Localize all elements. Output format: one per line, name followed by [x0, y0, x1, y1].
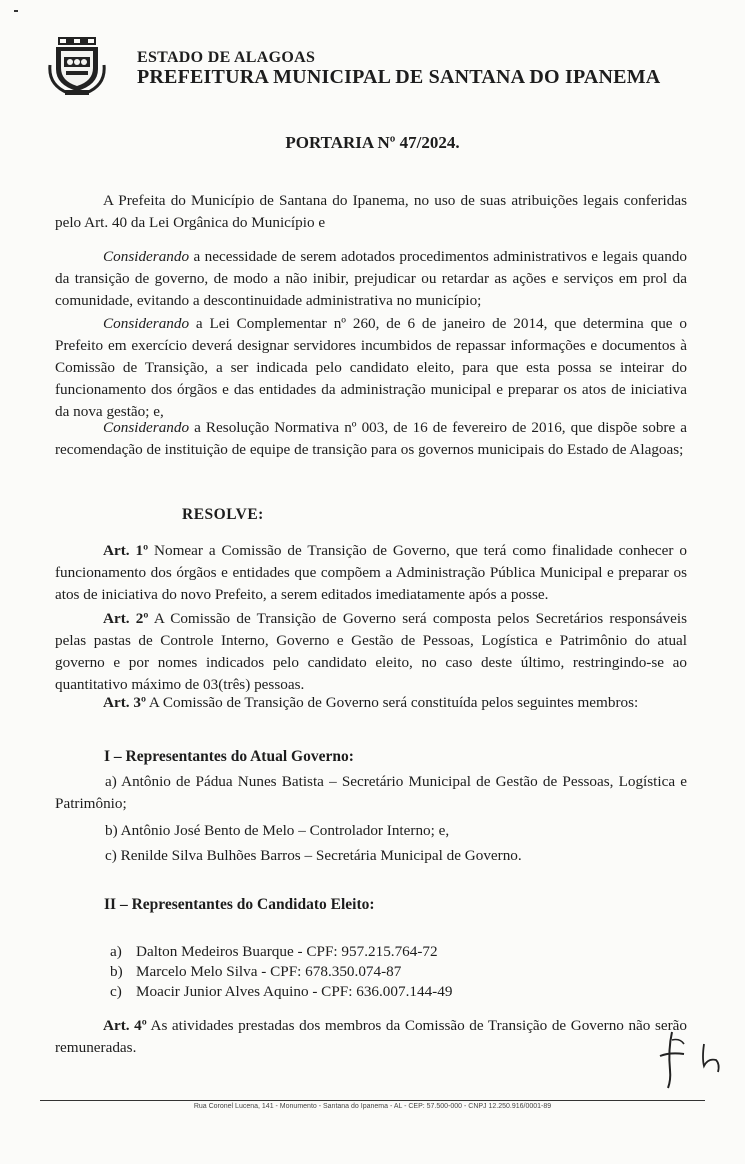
section-elected-candidate: II – Representantes do Candidato Eleito: — [104, 896, 375, 913]
handwritten-initials — [650, 1030, 730, 1090]
section-current-government: I – Representantes do Atual Governo: — [104, 748, 354, 765]
document-title: PORTARIA Nº 47/2024. — [285, 133, 460, 152]
article-3-label: Art. 3º — [103, 694, 146, 711]
intro-paragraph — [55, 190, 687, 234]
article-2-label: Art. 2º — [103, 610, 149, 627]
elect-member-c — [110, 983, 452, 1001]
article-4 — [55, 1015, 687, 1059]
gov-member-b: b) Antônio José Bento de Melo – Controlador Interno; e, — [105, 822, 450, 839]
considerando-3 — [55, 417, 687, 461]
resolve-heading: RESOLVE: — [182, 506, 264, 523]
gov-member-a: a) Antônio de Pádua Nunes Batista – Secretário Municipal de Gestão de Pessoas, Logística e Patrimônio; — [55, 773, 687, 812]
state-name: ESTADO DE ALAGOAS — [137, 49, 316, 66]
article-3 — [55, 692, 687, 714]
member-text: Marcelo Melo Silva - CPF: 678.350.074-87 — [136, 963, 402, 980]
considerando-keyword: Considerando — [103, 419, 190, 436]
article-1 — [55, 540, 687, 606]
article-3-text: A Comissão de Transição de Governo será constituída pelos seguintes membros: — [145, 694, 639, 711]
footer-address: Rua Coronel Lucena, 141 - Monumento - Santana do Ipanema - AL - CEP: 57.500-000 - CNPJ 12.250.916/0001-89 — [193, 1103, 552, 1110]
article-2 — [55, 608, 687, 696]
elect-member-a — [110, 943, 438, 961]
member-text: Dalton Medeiros Buarque - CPF: 957.215.764-72 — [136, 943, 438, 960]
considerando-1 — [55, 246, 687, 312]
list-letter: b) — [110, 963, 123, 980]
article-4-label: Art. 4º — [103, 1017, 147, 1034]
article-1-text: Nomear a Comissão de Transição de Governo, que terá como finalidade conhecer o funcionamento dos órgãos e entidades que compõem a Administração Pública Municipal e preparar os atos de iniciativa do novo Prefeito, a serem editados imediatamente após a posse. — [55, 542, 687, 603]
list-letter: c) — [110, 983, 122, 1000]
municipal-seal-icon — [48, 35, 106, 95]
scan-mark — [14, 10, 18, 12]
article-2-text: A Comissão de Transição de Governo será composta pelos Secretários responsáveis pelas pastas de Controle Interno, Governo e Gestão de Pessoas, Logística e Patrimônio do atual governo e por nomes indicados pelo candidato eleito, no caso deste último, restringindo-se ao quantitativo máximo de 03(três) pessoas. — [55, 610, 687, 693]
considerando-3-text: a Resolução Normativa nº 003, de 16 de fevereiro de 2016, que dispõe sobre a recomendação de instituição de equipe de transição para os governos municipais do Estado de Alagoas; — [55, 419, 687, 458]
member-text: Moacir Junior Alves Aquino - CPF: 636.007.144-49 — [136, 983, 453, 1000]
prefecture-name: PREFEITURA MUNICIPAL DE SANTANA DO IPANEMA — [137, 66, 661, 88]
gov-member-c: c) Renilde Silva Bulhões Barros – Secretária Municipal de Governo. — [105, 847, 522, 864]
list-letter: a) — [110, 943, 122, 960]
considerando-2-text: a Lei Complementar nº 260, de 6 de janeiro de 2014, que determina que o Prefeito em exercício deverá designar servidores incumbidos de repassar informações e documentos à Comissão de Transição, a ser indicada pelo candidato eleito, para que esta possa se inteirar do funcionamento dos órgãos e das entidades da administração municipal e preparar os atos de iniciativa da nova gestão; e, — [55, 315, 687, 420]
considerando-2 — [55, 313, 687, 423]
considerando-keyword: Considerando — [103, 315, 190, 332]
considerando-keyword: Considerando — [103, 248, 190, 265]
intro-text: A Prefeita do Município de Santana do Ipanema, no uso de suas atribuições legais conferidas pelo Art. 40 da Lei Orgânica do Município e — [55, 192, 687, 231]
considerando-1-text: a necessidade de serem adotados procedimentos administrativos e legais quando da transição de governo, de modo a não inibir, prejudicar ou retardar as ações e serviços em prol da comunidade, evitando a descontinuidade administrativa no município; — [55, 248, 687, 309]
footer-divider — [40, 1100, 705, 1101]
elect-member-b — [110, 963, 401, 981]
article-4-text: As atividades prestadas dos membros da Comissão de Transição de Governo não serão remuneradas. — [55, 1017, 688, 1056]
article-1-label: Art. 1º — [103, 542, 149, 559]
